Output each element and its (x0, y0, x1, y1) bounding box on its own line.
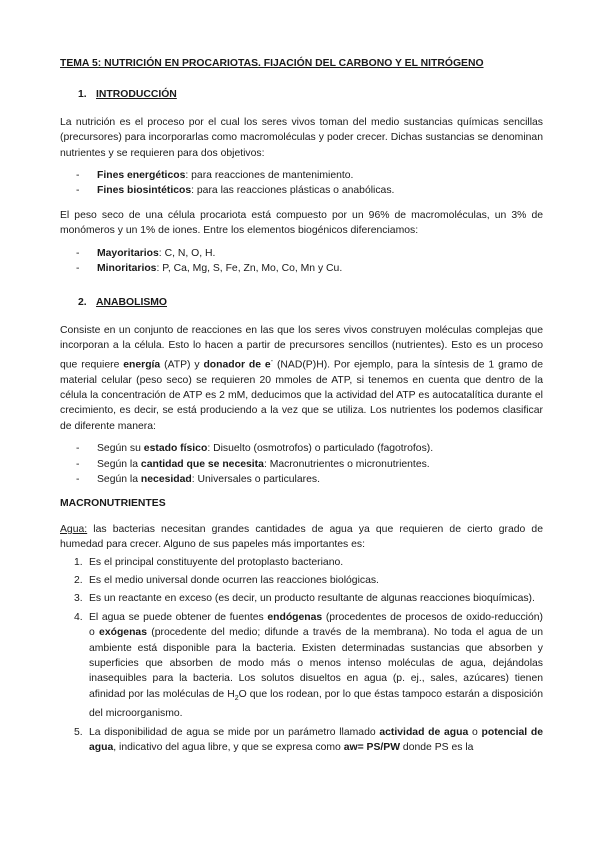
intro-paragraph-2: El peso seco de una célula procariota está compuesto por un 96% de macromoléculas, un 3% de monómeros y un 1% de iones. Entre los elementos biogénicos diferenciamos: (60, 209, 543, 237)
list-item: 2. Es el medio universal donde ocurren las reacciones biológicas. (74, 575, 379, 587)
anabolismo-paragraph: Consiste en un conjunto de reacciones en las que los seres vivos construyen moléculas complejas que incorporan a la célula. Esto lo hacen a partir de precursores sencillos (nutrientes). Esto es un proceso que requiere energía (ATP) y donador de e- (NAD(P)H). Por ejemplo, para la síntesis de 1 gramo de material celular (peso seco) se requieren 20 mmoles de ATP, si tenemos en cuenta que dentro de la célula la concentración de ATP es 2 mM, deducimos que la actividad del ATP es autocatalítica durante el crecimiento, es decir, se está produciendo a la vez que se utiliza. Los nutrientes los podemos clasificar de diferente manera: (60, 324, 543, 432)
section-title: ANABOLISMO (96, 297, 167, 309)
objectives-list (60, 168, 543, 199)
list-item: 5. La disponibilidad de agua se mide por un parámetro llamado actividad de agua o potencial de agua, indicativo del agua libre, y que se expresa como aw= PS/PW donde PS es la (74, 726, 543, 754)
list-item: - Según la cantidad que se necesita: Macronutrientes o micronutrientes. (60, 457, 543, 472)
section-heading-introduccion (78, 87, 543, 102)
agua-roles-list (60, 555, 543, 756)
elements-list (60, 246, 543, 277)
agua-paragraph: Agua: las bacterias necesitan grandes cantidades de agua ya que requieren de cierto grado de humedad para crecer. Alguno de sus papeles más importantes es: (60, 523, 543, 551)
section-number: 1. (78, 89, 87, 101)
list-item: - Minoritarios: P, Ca, Mg, S, Fe, Zn, Mo, Co, Mn y Cu. (60, 261, 543, 276)
list-item: - Mayoritarios: C, N, O, H. (60, 246, 543, 261)
intro-paragraph-1: La nutrición es el proceso por el cual los seres vivos toman del medio sustancias químicas sencillas (precursores) para incorporarlas como macromoléculas y poder crecer. Dichas sustancias se denominan nutrientes y se requieren para dos objetivos: (60, 116, 543, 159)
subsection-heading-macronutrientes: MACRONUTRIENTES (60, 498, 166, 510)
criteria-list (60, 441, 543, 487)
list-item: - Según su estado físico: Disuelto (osmotrofos) o particulado (fagotrofos). (60, 441, 543, 456)
list-item: 1. Es el principal constituyente del protoplasto bacteriano. (74, 556, 344, 568)
list-item: - Fines biosintéticos: para las reacciones plásticas o anabólicas. (60, 183, 543, 198)
list-item: - Según la necesidad: Universales o particulares. (60, 472, 543, 487)
list-item: 3. Es un reactante en exceso (es decir, un producto resultante de algunas reacciones bioquímicas). (74, 593, 535, 605)
section-title: INTRODUCCIÓN (96, 89, 177, 101)
list-item: 4. El agua se puede obtener de fuentes endógenas (procedentes de procesos de oxido-reducción) o exógenas (procedente del medio; difunde a través de la membrana). No toda el agua de un ambiente está disponible para la bacteria. Existen determinadas sustancias que absorben y superficies que absorben de modo más o menos intenso moléculas de agua, dejándolas inasequibles para la bacteria. Los solutos disueltos en agua (p. ej., sales, azúcares) tienen afinidad por las moléculas de $H_2O$ que los rodean, por lo que éstas tampoco estarán a disposición del microorganismo. (74, 611, 543, 720)
list-item: - Fines energéticos: para reacciones de mantenimiento. (60, 168, 543, 183)
section-number: 2. (78, 297, 87, 309)
document-title: TEMA 5: NUTRICIÓN EN PROCARIOTAS. FIJACIÓN DEL CARBONO Y EL NITRÓGENO (60, 58, 484, 69)
section-heading-anabolismo (78, 295, 543, 310)
